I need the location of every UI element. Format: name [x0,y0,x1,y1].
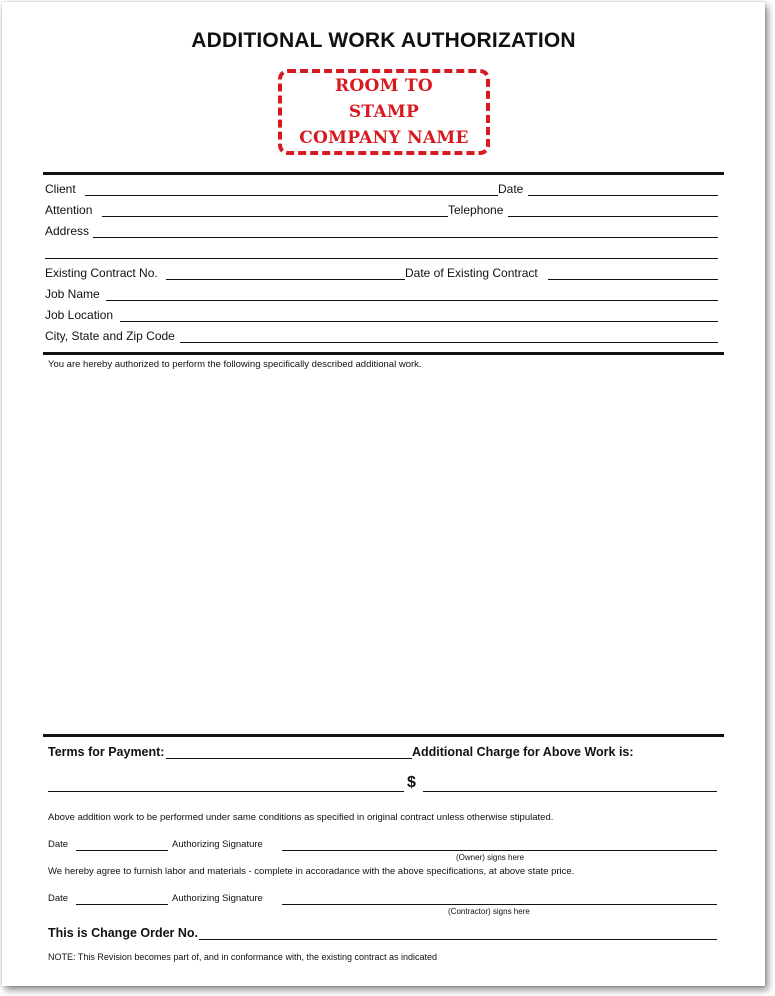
owner-signature-label: Authorizing Signature [172,839,263,850]
additional-charge-amount-field[interactable] [423,791,717,792]
date-existing-contract-label: Date of Existing Contract [405,266,538,280]
details-divider [43,352,724,355]
owner-signs-here-caption: (Owner) signs here [456,853,525,862]
change-order-field[interactable] [199,939,717,940]
city-state-zip-field[interactable] [180,342,718,343]
contractor-signature-label: Authorizing Signature [172,893,263,904]
city-state-zip-label: City, State and Zip Code [45,329,175,343]
authorization-text: You are hereby authorized to perform the following specifically described additional work. [48,359,422,370]
job-location-label: Job Location [45,308,114,322]
telephone-label: Telephone [448,203,504,217]
job-location-field[interactable] [120,321,718,322]
contractor-date-field[interactable] [76,904,168,905]
existing-contract-label: Existing Contract No. [45,266,158,280]
conditions-text: Above addition work to be performed under same conditions as specified in original contract unless otherwise stipulated. [48,812,554,823]
revision-note: NOTE: This Revision becomes part of, and in conformance with, the existing contract as indicated [48,952,438,962]
terms-payment-label: Terms for Payment: [48,745,165,759]
work-area-bottom-divider [43,734,724,737]
attention-label: Attention [45,203,93,217]
terms-payment-field[interactable] [166,758,412,759]
change-order-label: This is Change Order No. [48,926,199,940]
contractor-signature-field[interactable] [282,904,717,905]
agreement-text: We hereby agree to furnish labor and materials - complete in accoradance with the above specifications, at above state price. [48,866,575,877]
owner-date-field[interactable] [76,850,168,851]
terms-payment-field-line-2[interactable] [48,791,404,792]
attention-field[interactable] [102,216,448,217]
dollar-sign: $ [407,774,416,791]
page-title: ADDITIONAL WORK AUTHORIZATION [191,29,576,52]
company-stamp-placeholder [278,69,490,155]
owner-date-label: Date [48,839,69,850]
address-field-line-2[interactable] [45,258,718,259]
address-label: Address [45,224,90,238]
contractor-signs-here-caption: (Contractor) signs here [448,907,530,916]
stamp-line-2: STAMP [348,102,420,122]
telephone-field[interactable] [508,216,718,217]
job-name-field[interactable] [106,300,718,301]
client-field[interactable] [85,195,498,196]
additional-charge-label: Additional Charge for Above Work is: [412,745,634,759]
stamp-line-3: COMPANY NAME [299,128,469,148]
job-name-label: Job Name [45,287,100,301]
work-description-area[interactable] [43,374,724,730]
form-sheet [2,2,765,986]
date-field[interactable] [528,195,718,196]
contractor-date-label: Date [48,893,69,904]
date-existing-contract-field[interactable] [548,279,718,280]
client-label: Client [45,182,76,196]
existing-contract-field[interactable] [166,279,405,280]
stamp-line-1: ROOM TO [334,76,434,96]
address-field[interactable] [93,237,718,238]
date-label: Date [498,182,524,196]
header-divider [43,172,724,175]
owner-signature-field[interactable] [282,850,717,851]
